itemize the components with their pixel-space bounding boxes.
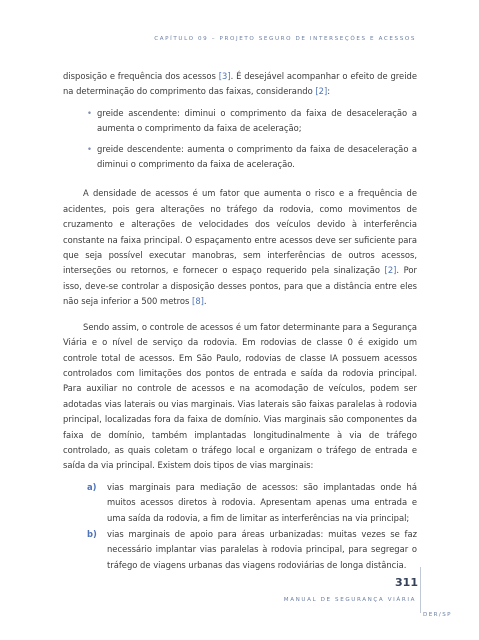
bullet-text: greide ascendente: diminui o comprimento da faixa de desaceleração a aumenta o comprimento da faixa de aceleração; [97, 107, 417, 134]
bullet-item [87, 106, 417, 137]
intro-paragraph [63, 69, 417, 100]
grade-bullet-list [63, 106, 417, 173]
reference-link[interactable]: [2] [384, 265, 397, 276]
footer-divider [420, 567, 421, 613]
chapter-header: CAPÍTULO 09 – PROJETO SEGURO DE INTERSEÇÕES E ACESSOS [154, 36, 416, 42]
reference-link[interactable]: [2] [315, 86, 328, 97]
reference-link[interactable]: [3] [218, 71, 231, 81]
organization-label: DER/SP [423, 612, 452, 618]
list-item [87, 480, 417, 526]
manual-title: MANUAL DE SEGURANÇA VIÁRIA [283, 597, 416, 603]
list-item [87, 527, 417, 573]
paragraph-text: A densidade de acessos é um fator que aumenta o risco e a frequência de acidentes, pois gera alterações no tráfego da rodovia, como movimentos de cruzamento e alterações de velocidades dos veículos devido à interferência constante na faixa principal. O espaçamento entre acessos deve ser suficiente para que seja possível executar manobras, sem interferências de outros acessos, interseções ou retornos, e fornecer o espaço requerido pela sinalização [63, 188, 417, 276]
bullet-item [87, 142, 417, 173]
list-item-text: vias marginais para mediação de acessos: são implantadas onde há muitos acessos diretos à rodovia. Apresentam apenas uma entrada e uma saída da rodovia, a fim de limitar as interferências na via principal; [107, 481, 417, 523]
intro-text: : [327, 86, 331, 97]
intro-text: disposição e frequência dos acessos [63, 71, 219, 81]
access-density-paragraph [63, 186, 417, 309]
intro-text: . É desejável acompanhar o efeito de greide na determinação do comprimento das faixas, considerando [63, 71, 417, 97]
page-content [63, 69, 417, 574]
paragraph-text: . [203, 296, 207, 307]
marginal-roads-list [63, 480, 417, 573]
bullet-text: greide descendente: aumenta o comprimento da faixa de desaceleração a diminui o comprimento da faixa de aceleração. [97, 143, 417, 170]
list-item-text: vias marginais de apoio para áreas urbanizadas: muitas vezes se faz necessário implantar vias paralelas à rodovia principal, para segregar o tráfego de viagens urbanas das viagens rodoviárias de longa distância. [107, 528, 417, 570]
page-number: 311 [395, 576, 418, 589]
list-item-label: b) [87, 528, 97, 539]
bullet-icon: • [87, 107, 92, 118]
paragraph-text: . Por isso, deve-se controlar a disposição desses pontos, para que a distância entre eles não seja inferior a 500 metros [63, 265, 417, 307]
access-control-paragraph: Sendo assim, o controle de acessos é um fator determinante para a Segurança Viária e o nível de serviço da rodovia. Em rodovias de classe 0 é exigido um controle total de acessos. Em São Paulo, rodovias de classe IA possuem acessos controlados com limitações dos pontos de entrada e saída da rodovia principal. Para auxiliar no controle de acessos e na acomodação de veículos, podem ser adotadas vias laterais ou vias marginais. Vias laterais são faixas paralelas à rodovia principal, localizadas fora da faixa de domínio. Vias marginais são componentes da faixa de domínio, também implantadas longitudinalmente à via de tráfego controlado, as quais coletam o tráfego local e organizam o tráfego de entrada e saída da via principal. Existem dois tipos de vias marginais: [63, 321, 417, 471]
bullet-icon: • [87, 143, 92, 154]
list-item-label: a) [87, 481, 97, 492]
reference-link[interactable]: [8] [192, 296, 204, 307]
